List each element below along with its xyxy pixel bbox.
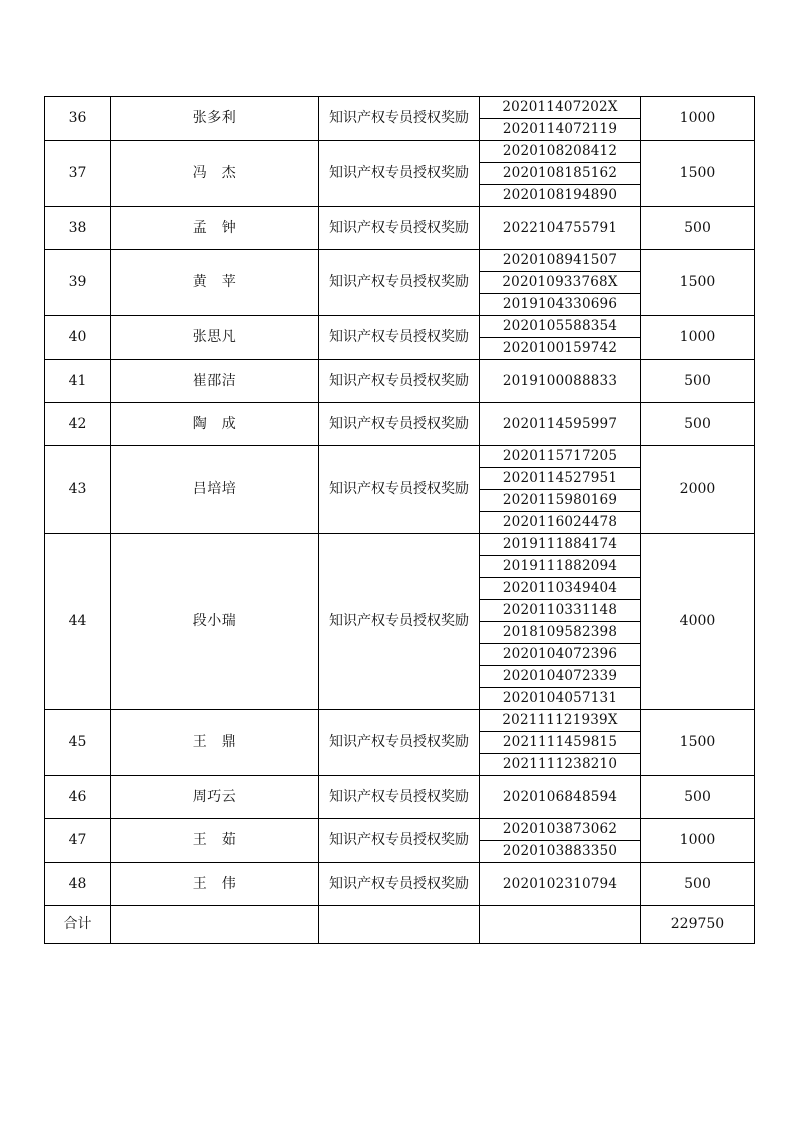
table-row [45, 710, 755, 732]
patent-number: 2020102310794 [480, 863, 641, 906]
person-name: 黄 苹 [111, 250, 319, 316]
row-number: 44 [45, 534, 111, 710]
patent-number: 2021111459815 [480, 732, 641, 754]
total-label: 合计 [45, 906, 111, 944]
row-number: 41 [45, 360, 111, 403]
patent-number: 2019111882094 [480, 556, 641, 578]
award-amount: 2000 [641, 446, 755, 534]
person-name: 冯 杰 [111, 141, 319, 207]
row-number: 42 [45, 403, 111, 446]
table-row [45, 819, 755, 841]
award-amount: 1500 [641, 141, 755, 207]
table-row [45, 863, 755, 906]
patent-number: 2021111238210 [480, 754, 641, 776]
table-row [45, 446, 755, 468]
award-type: 知识产权专员授权奖励 [319, 360, 480, 403]
table-row [45, 97, 755, 119]
patent-number: 202010933768X [480, 272, 641, 294]
patent-number: 2020104072396 [480, 644, 641, 666]
table-row [45, 316, 755, 338]
award-type: 知识产权专员授权奖励 [319, 710, 480, 776]
award-type: 知识产权专员授权奖励 [319, 316, 480, 360]
total-amount: 229750 [641, 906, 755, 944]
total-empty-cell [111, 906, 319, 944]
award-amount: 500 [641, 863, 755, 906]
award-amount: 500 [641, 207, 755, 250]
patent-number: 2020105588354 [480, 316, 641, 338]
patent-number: 2020104057131 [480, 688, 641, 710]
patent-number: 2022104755791 [480, 207, 641, 250]
person-name: 吕培培 [111, 446, 319, 534]
award-type: 知识产权专员授权奖励 [319, 207, 480, 250]
table-row [45, 141, 755, 163]
patent-number: 2020115980169 [480, 490, 641, 512]
person-name: 王 茹 [111, 819, 319, 863]
patent-number: 2020108208412 [480, 141, 641, 163]
award-amount: 1500 [641, 710, 755, 776]
row-number: 40 [45, 316, 111, 360]
patent-number: 2020114595997 [480, 403, 641, 446]
row-number: 48 [45, 863, 111, 906]
award-amount: 500 [641, 403, 755, 446]
award-amount: 500 [641, 360, 755, 403]
row-number: 47 [45, 819, 111, 863]
total-empty-cell [319, 906, 480, 944]
award-type: 知识产权专员授权奖励 [319, 141, 480, 207]
award-type: 知识产权专员授权奖励 [319, 97, 480, 141]
award-type: 知识产权专员授权奖励 [319, 403, 480, 446]
total-row [45, 906, 755, 944]
patent-number: 2019100088833 [480, 360, 641, 403]
patent-number: 2020106848594 [480, 776, 641, 819]
person-name: 崔邵洁 [111, 360, 319, 403]
row-number: 37 [45, 141, 111, 207]
award-type: 知识产权专员授权奖励 [319, 250, 480, 316]
patent-number: 2019104330696 [480, 294, 641, 316]
table-row [45, 776, 755, 819]
award-type: 知识产权专员授权奖励 [319, 863, 480, 906]
award-amount: 1000 [641, 316, 755, 360]
row-number: 39 [45, 250, 111, 316]
patent-number: 2020100159742 [480, 338, 641, 360]
award-type: 知识产权专员授权奖励 [319, 819, 480, 863]
award-type: 知识产权专员授权奖励 [319, 534, 480, 710]
person-name: 陶 成 [111, 403, 319, 446]
table-body [45, 97, 755, 944]
person-name: 张多利 [111, 97, 319, 141]
patent-number: 2020110349404 [480, 578, 641, 600]
award-amount: 1500 [641, 250, 755, 316]
patent-number: 2020108194890 [480, 185, 641, 207]
person-name: 王 鼎 [111, 710, 319, 776]
table-row [45, 534, 755, 556]
patent-number: 2020114527951 [480, 468, 641, 490]
patent-number: 2020116024478 [480, 512, 641, 534]
patent-number: 2020104072339 [480, 666, 641, 688]
patent-number: 2018109582398 [480, 622, 641, 644]
patent-number: 2020103883350 [480, 841, 641, 863]
table-row [45, 250, 755, 272]
patent-number: 2020110331148 [480, 600, 641, 622]
person-name: 段小瑞 [111, 534, 319, 710]
patent-number: 2019111884174 [480, 534, 641, 556]
patent-number: 202111121939X [480, 710, 641, 732]
row-number: 36 [45, 97, 111, 141]
table-row [45, 403, 755, 446]
award-type: 知识产权专员授权奖励 [319, 446, 480, 534]
row-number: 45 [45, 710, 111, 776]
award-amount: 1000 [641, 97, 755, 141]
patent-number: 2020103873062 [480, 819, 641, 841]
total-empty-cell [480, 906, 641, 944]
person-name: 王 伟 [111, 863, 319, 906]
patent-number: 2020114072119 [480, 119, 641, 141]
row-number: 43 [45, 446, 111, 534]
award-amount: 500 [641, 776, 755, 819]
patent-number: 2020115717205 [480, 446, 641, 468]
award-amount: 4000 [641, 534, 755, 710]
award-amount: 1000 [641, 819, 755, 863]
patent-number: 2020108185162 [480, 163, 641, 185]
table-row [45, 207, 755, 250]
patent-number: 2020108941507 [480, 250, 641, 272]
row-number: 38 [45, 207, 111, 250]
table-row [45, 360, 755, 403]
award-type: 知识产权专员授权奖励 [319, 776, 480, 819]
patent-number: 202011407202X [480, 97, 641, 119]
award-table [44, 96, 755, 944]
row-number: 46 [45, 776, 111, 819]
person-name: 孟 钟 [111, 207, 319, 250]
person-name: 周巧云 [111, 776, 319, 819]
person-name: 张思凡 [111, 316, 319, 360]
